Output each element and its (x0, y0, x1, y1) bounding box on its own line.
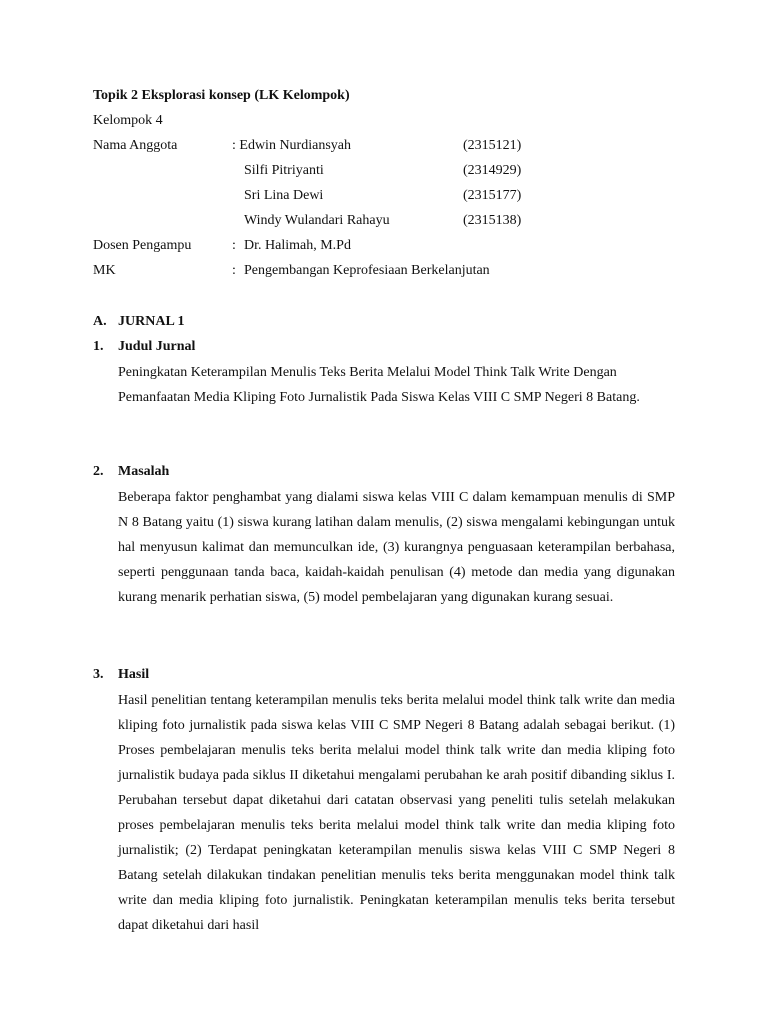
lecturer-label: Dosen Pengampu (93, 238, 192, 253)
members-colon: : (232, 138, 240, 153)
problem-text: Beberapa faktor penghambat yang dialami siswa kelas VIII C dalam kemampuan menulis di SMP N 8 Batang yaitu (1) siswa kurang latihan dalam menulis, (2) siswa mengalami kebingungan untuk hal menyusun kalimat dan memunculkan ide, (3) kurangnya penguasaan keterampilan berbahasa, seperti penggunaan tanda baca, kaidah-kaidah penulisan (4) metode dan media yang digunakan kurang menarik perhatian siswa, (5) model pembelajaran yang digunakan kurang sesuai. (118, 490, 675, 605)
item-title: Hasil (118, 667, 150, 682)
member-nim: (2315121) (463, 138, 522, 153)
member-name: Sri Lina Dewi (244, 188, 324, 203)
item-number: 3. (93, 667, 104, 682)
item-title: Masalah (118, 464, 170, 479)
course-colon: : (232, 263, 236, 278)
member-nim: (2315138) (463, 213, 522, 228)
section-title: JURNAL 1 (118, 314, 185, 329)
member-name: Silfi Pitriyanti (244, 163, 324, 178)
members-label: Nama Anggota (93, 138, 178, 153)
member-name: Windy Wulandari Rahayu (244, 213, 390, 228)
item-title: Judul Jurnal (118, 339, 196, 354)
course-label: MK (93, 263, 116, 278)
course-name: Pengembangan Keprofesiaan Berkelanjutan (244, 263, 490, 278)
lecturer-name: Dr. Halimah, M.Pd (244, 238, 351, 253)
item-number: 2. (93, 464, 104, 479)
lecturer-colon: : (232, 238, 236, 253)
result-text: Hasil penelitian tentang keterampilan menulis teks berita melalui model think talk write dan media kliping foto jurnalistik pada siswa kelas VIII C SMP Negeri 8 Batang adalah sebagai berikut. (1) Proses pembelajaran menulis teks berita melalui model think talk write dan media kliping foto jurnalistik budaya pada siklus II diketahui mengalami perubahan ke arah positif dibanding siklus I. Perubahan tersebut dapat diketahui dari catatan observasi yang peneliti tulis setelah melakukan proses pembelajaran menulis teks berita melalui model think talk write dan media kliping foto jurnalistik; (2) Terdapat peningkatan keterampilan menulis siswa kelas VIII C SMP Negeri 8 Batang setelah dilakukan tindakan penelitian menulis teks berita menggunakan model think talk write dan media kliping foto jurnalistik. Peningkatan keterampilan menulis teks berita tersebut dapat diketahui dari hasil (118, 693, 675, 933)
member-1 (232, 138, 351, 154)
member-nim: (2315177) (463, 188, 522, 203)
item-number: 1. (93, 339, 104, 354)
journal-title-text: Peningkatan Keterampilan Menulis Teks Berita Melalui Model Think Talk Write Dengan Pemanfaatan Media Kliping Foto Jurnalistik Pada Siswa Kelas VIII C SMP Negeri 8 Batang. (118, 365, 640, 405)
group-name: Kelompok 4 (93, 113, 163, 128)
member-name: Edwin Nurdiansyah (239, 138, 351, 153)
document-title: Topik 2 Eksplorasi konsep (LK Kelompok) (93, 88, 350, 103)
member-nim: (2314929) (463, 163, 522, 178)
section-number: A. (93, 314, 107, 329)
